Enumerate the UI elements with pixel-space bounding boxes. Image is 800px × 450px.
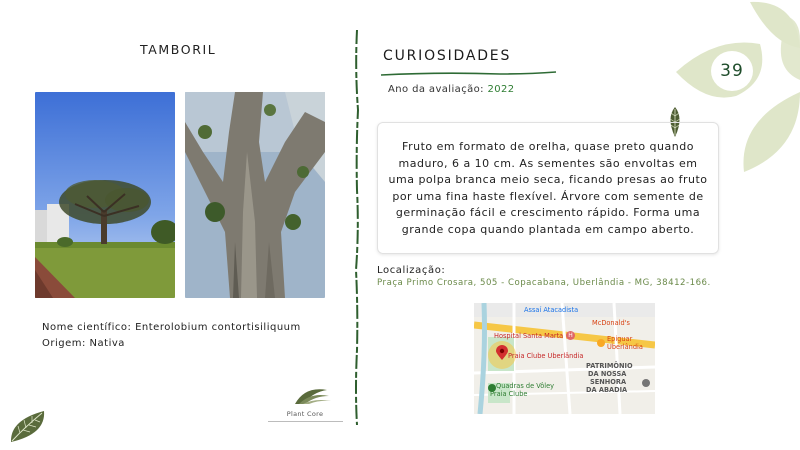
section-title: CURIOSIDADES <box>383 48 512 64</box>
page-number: 39 <box>720 61 744 81</box>
location-address[interactable]: Praça Primo Crosara, 505 - Copacabana, Uberlândia - MG, 38412-166. <box>377 278 711 288</box>
church-icon <box>642 379 650 387</box>
map-label-epiguar-city: Uberlândia <box>607 343 643 351</box>
map-label-praia-clube: Praia Clube Uberlândia <box>508 352 584 360</box>
map-label-mcdonalds: McDonald's <box>592 319 630 327</box>
year-value: 2022 <box>487 84 515 95</box>
hospital-icon: H <box>566 331 575 340</box>
map-label-patrimonio-3: SENHORA <box>590 378 627 386</box>
photo-tree-trunk <box>185 92 325 298</box>
map-label-patrimonio-1: PATRIMÔNIO <box>586 362 633 370</box>
year-label: Ano da avaliação: <box>388 84 484 95</box>
map-label-quadras-2: Praia Clube <box>490 390 528 398</box>
map-label-quadras-1: Quadras de Vôley <box>496 382 555 390</box>
photo-tree-park <box>35 92 175 298</box>
leaf-decoration-icon <box>8 408 48 444</box>
epiguar-icon <box>597 339 605 347</box>
scientific-name: Nome científico: Enterolobium contortisiliquum <box>42 322 301 333</box>
map-label-hospital: Hospital Santa Marta <box>494 332 564 340</box>
tree-title: TAMBORIL <box>140 42 217 57</box>
map-label-patrimonio-4: DA ABADIA <box>586 386 628 394</box>
plant-core-logo <box>285 384 335 424</box>
logo-leaf-icon <box>285 384 335 406</box>
map-label-patrimonio-2: DA NOSSA <box>588 370 627 378</box>
evaluation-year <box>388 84 515 95</box>
vertical-divider <box>352 30 362 425</box>
location-map[interactable] <box>474 303 655 414</box>
map-pin-icon[interactable] <box>496 345 508 361</box>
description-text: Fruto em formato de orelha, quase preto quando maduro, 6 a 10 cm. As sementes são envoltas em uma polpa branca meio seca, ficando presas ao fruto por uma fina haste flexível. Árvore com semente de germinação fácil e crescimento rápido. Forma uma grande copa quando plantada em campo aberto. <box>388 140 708 236</box>
logo-name: Plant Core <box>286 410 324 418</box>
logo-underline <box>268 421 343 422</box>
origin: Origem: Nativa <box>42 338 125 349</box>
section-title-underline <box>380 64 560 74</box>
location-label: Localização: <box>377 265 446 276</box>
map-label-assai: Assaí Atacadista <box>524 306 579 314</box>
description-card <box>377 122 719 254</box>
map-label-epiguar: Epiguar <box>607 335 633 343</box>
